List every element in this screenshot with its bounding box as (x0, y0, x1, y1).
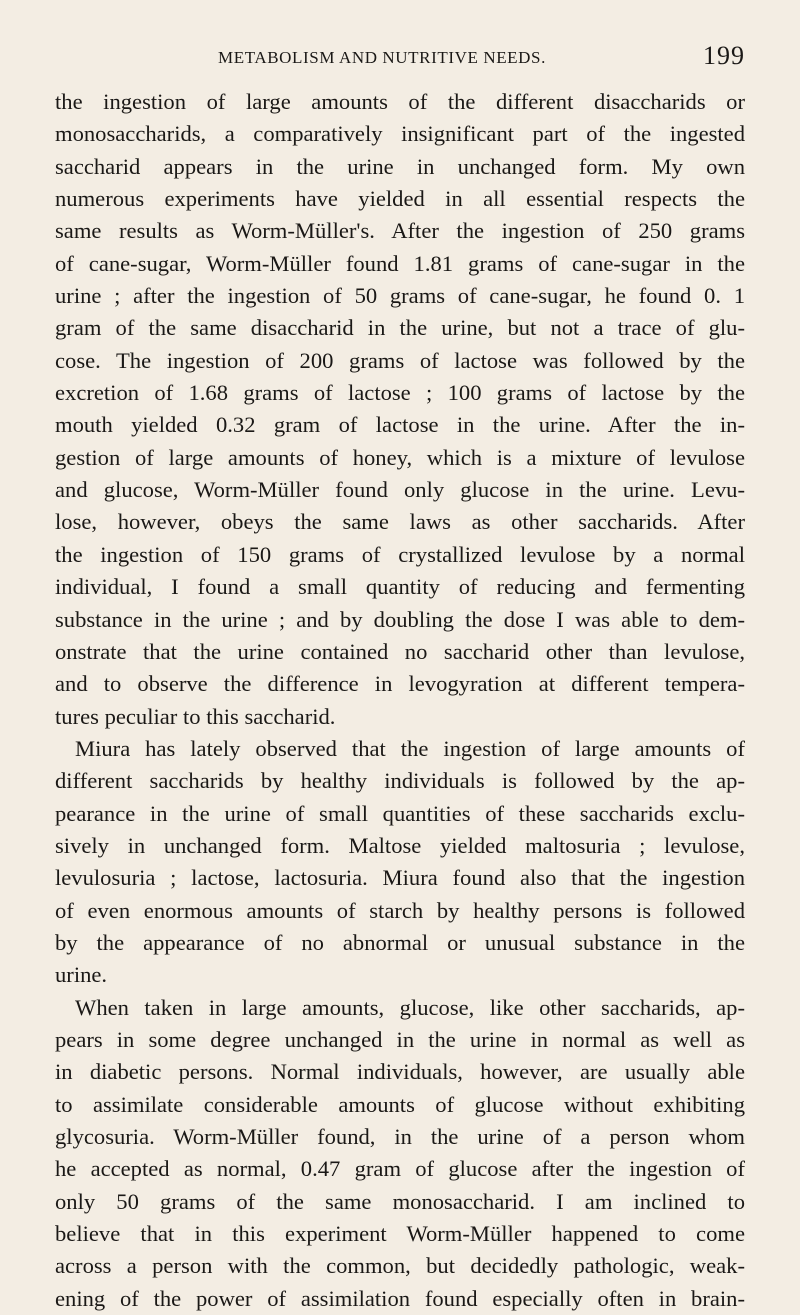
page-number: 199 (703, 41, 745, 70)
paragraph-start-line: Miura has lately observed that the ingestion of large amounts of (75, 735, 745, 761)
body-text (55, 86, 745, 1315)
text-line: ening of the power of assimilation found especially often in brain- (55, 1285, 745, 1311)
paragraph-end-line: tures peculiar to this saccharid. (55, 703, 336, 729)
book-page (55, 40, 745, 1315)
paragraph-end-line: urine. (55, 962, 108, 988)
text-line: onstrate that the urine contained no saccharid other than levulose, (55, 638, 745, 664)
text-line: the ingestion of large amounts of the different disaccharids or (55, 89, 745, 114)
text-line: lose, however, obeys the same laws as other saccharids. After (55, 509, 745, 535)
page-header (55, 40, 745, 86)
text-line: of cane-sugar, Worm-Müller found 1.81 grams of cane-sugar in the (55, 250, 745, 276)
text-line: and to observe the difference in levogyration at different tempera- (55, 671, 745, 697)
paragraph-start-line: When taken in large amounts, glucose, like other saccharids, ap- (75, 994, 745, 1020)
text-line: different saccharids by healthy individuals is followed by the ap- (55, 768, 745, 794)
text-line: by the appearance of no abnormal or unusual substance in the (55, 929, 745, 955)
text-line: monosaccharids, a comparatively insignificant part of the ingested (55, 121, 745, 147)
text-line: gestion of large amounts of honey, which is a mixture of levulose (55, 444, 745, 470)
text-line: pears in some degree unchanged in the urine in normal as well as (55, 1026, 745, 1052)
text-line: glycosuria. Worm-Müller found, in the urine of a person whom (55, 1124, 745, 1149)
text-line: only 50 grams of the same monosaccharid. I am inclined to (55, 1188, 745, 1214)
text-line: excretion of 1.68 grams of lactose ; 100 grams of lactose by the (55, 380, 745, 406)
running-title: METABOLISM AND NUTRITIVE NEEDS. (218, 48, 546, 67)
text-line: the ingestion of 150 grams of crystallized levulose by a normal (55, 541, 745, 567)
text-line: numerous experiments have yielded in all essential respects the (55, 186, 745, 212)
text-line: in diabetic persons. Normal individuals, however, are usually able (55, 1059, 745, 1085)
text-line: he accepted as normal, 0.47 gram of glucose after the ingestion of (55, 1156, 745, 1182)
text-line: individual, I found a small quantity of reducing and fermenting (55, 574, 745, 600)
text-line: of even enormous amounts of starch by healthy persons is followed (55, 897, 745, 923)
text-line: across a person with the common, but decidedly pathologic, weak- (55, 1253, 745, 1279)
text-line: sively in unchanged form. Maltose yielded maltosuria ; levulose, (55, 832, 745, 858)
text-line: urine ; after the ingestion of 50 grams of cane-sugar, he found 0. 1 (55, 283, 745, 309)
text-line: to assimilate considerable amounts of glucose without exhibiting (55, 1091, 745, 1117)
text-line: same results as Worm-Müller's. After the ingestion of 250 grams (55, 218, 745, 244)
text-line: saccharid appears in the urine in unchanged form. My own (55, 153, 745, 179)
text-line: cose. The ingestion of 200 grams of lactose was followed by the (55, 347, 745, 373)
text-line: substance in the urine ; and by doubling the dose I was able to dem- (55, 606, 745, 632)
text-line: pearance in the urine of small quantities of these saccharids exclu- (55, 800, 745, 826)
text-line: gram of the same disaccharid in the urine, but not a trace of glu- (55, 315, 745, 341)
text-line: mouth yielded 0.32 gram of lactose in the urine. After the in- (55, 412, 745, 438)
text-line: believe that in this experiment Worm-Müller happened to come (55, 1221, 745, 1247)
text-line: and glucose, Worm-Müller found only glucose in the urine. Levu- (55, 477, 745, 503)
text-line: levulosuria ; lactose, lactosuria. Miura found also that the ingestion (55, 865, 745, 891)
